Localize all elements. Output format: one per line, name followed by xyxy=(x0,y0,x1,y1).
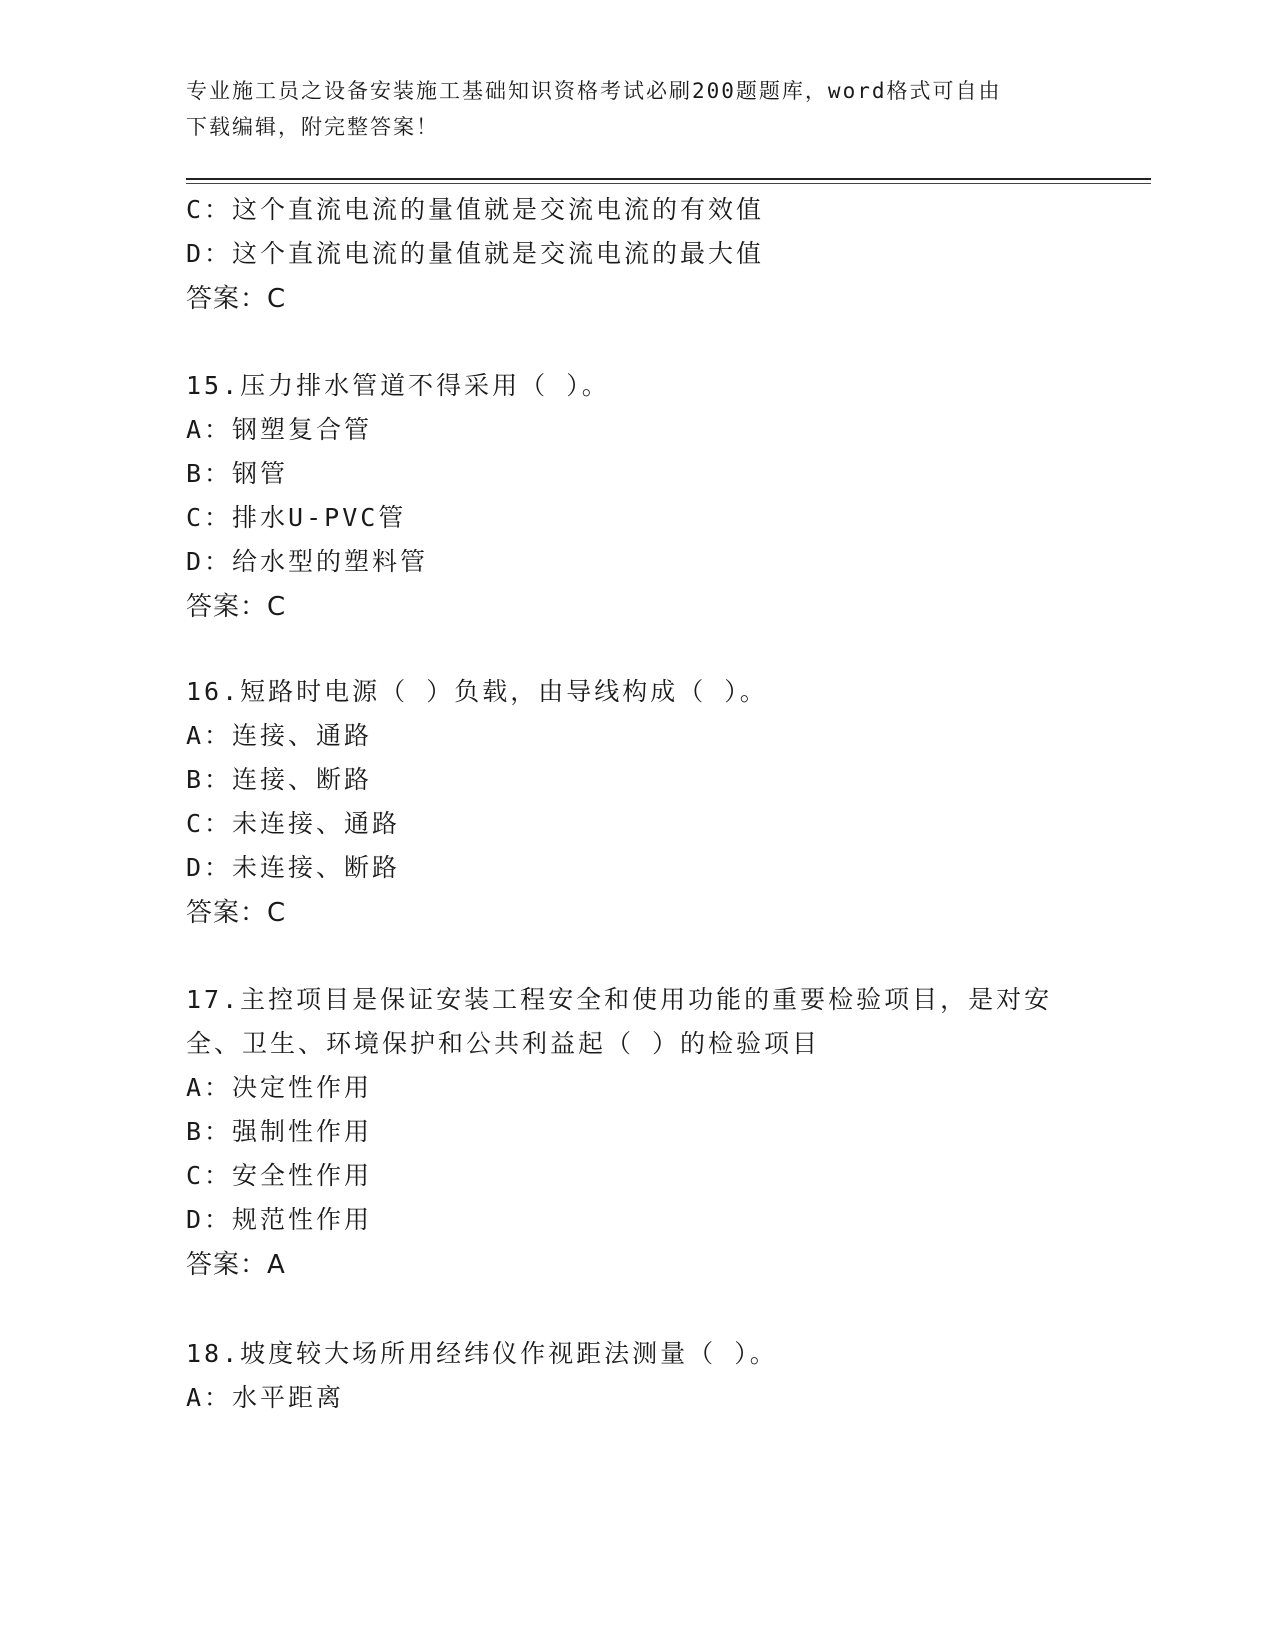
option-c: C：这个直流电流的量值就是交流电流的有效值 xyxy=(186,195,765,224)
option-c: C：未连接、通路 xyxy=(186,809,401,838)
option-a: A：水平距离 xyxy=(186,1383,345,1412)
answer-line: 答案：C xyxy=(186,592,287,622)
option-b: B：强制性作用 xyxy=(186,1117,373,1146)
header-divider xyxy=(186,178,1151,180)
header-line-1: 专业施工员之设备安装施工基础知识资格考试必刷200题题库，word格式可自由 xyxy=(186,79,1002,103)
question-18: 18.坡度较大场所用经纬仪作视距法测量（ ）。 xyxy=(186,1339,778,1368)
option-d: D：这个直流电流的量值就是交流电流的最大值 xyxy=(186,239,765,268)
header-line-2: 下载编辑，附完整答案！ xyxy=(186,115,439,139)
document-header xyxy=(186,73,1066,145)
option-c: C：安全性作用 xyxy=(186,1161,373,1190)
question-17: 17.主控项目是保证安装工程安全和使用功能的重要检验项目，是对安 xyxy=(186,985,1053,1014)
option-a: A：连接、通路 xyxy=(186,721,373,750)
option-a: A：钢塑复合管 xyxy=(186,415,373,444)
option-d: D：给水型的塑料管 xyxy=(186,547,429,576)
option-c: C：排水U-PVC管 xyxy=(186,503,407,532)
option-b: B：钢管 xyxy=(186,459,289,488)
option-d: D：规范性作用 xyxy=(186,1205,373,1234)
answer-line: 答案：C xyxy=(186,284,287,314)
option-a: A：决定性作用 xyxy=(186,1073,373,1102)
question-17-continued: 全、卫生、环境保护和公共利益起（ ）的检验项目 xyxy=(186,1029,821,1058)
question-15: 15.压力排水管道不得采用（ ）。 xyxy=(186,371,610,400)
question-16: 16.短路时电源（ ）负载，由导线构成（ ）。 xyxy=(186,677,768,706)
header-divider-thin xyxy=(186,183,1151,184)
option-b: B：连接、断路 xyxy=(186,765,373,794)
answer-line: 答案：A xyxy=(186,1250,286,1280)
option-d: D：未连接、断路 xyxy=(186,853,401,882)
answer-line: 答案：C xyxy=(186,898,287,928)
